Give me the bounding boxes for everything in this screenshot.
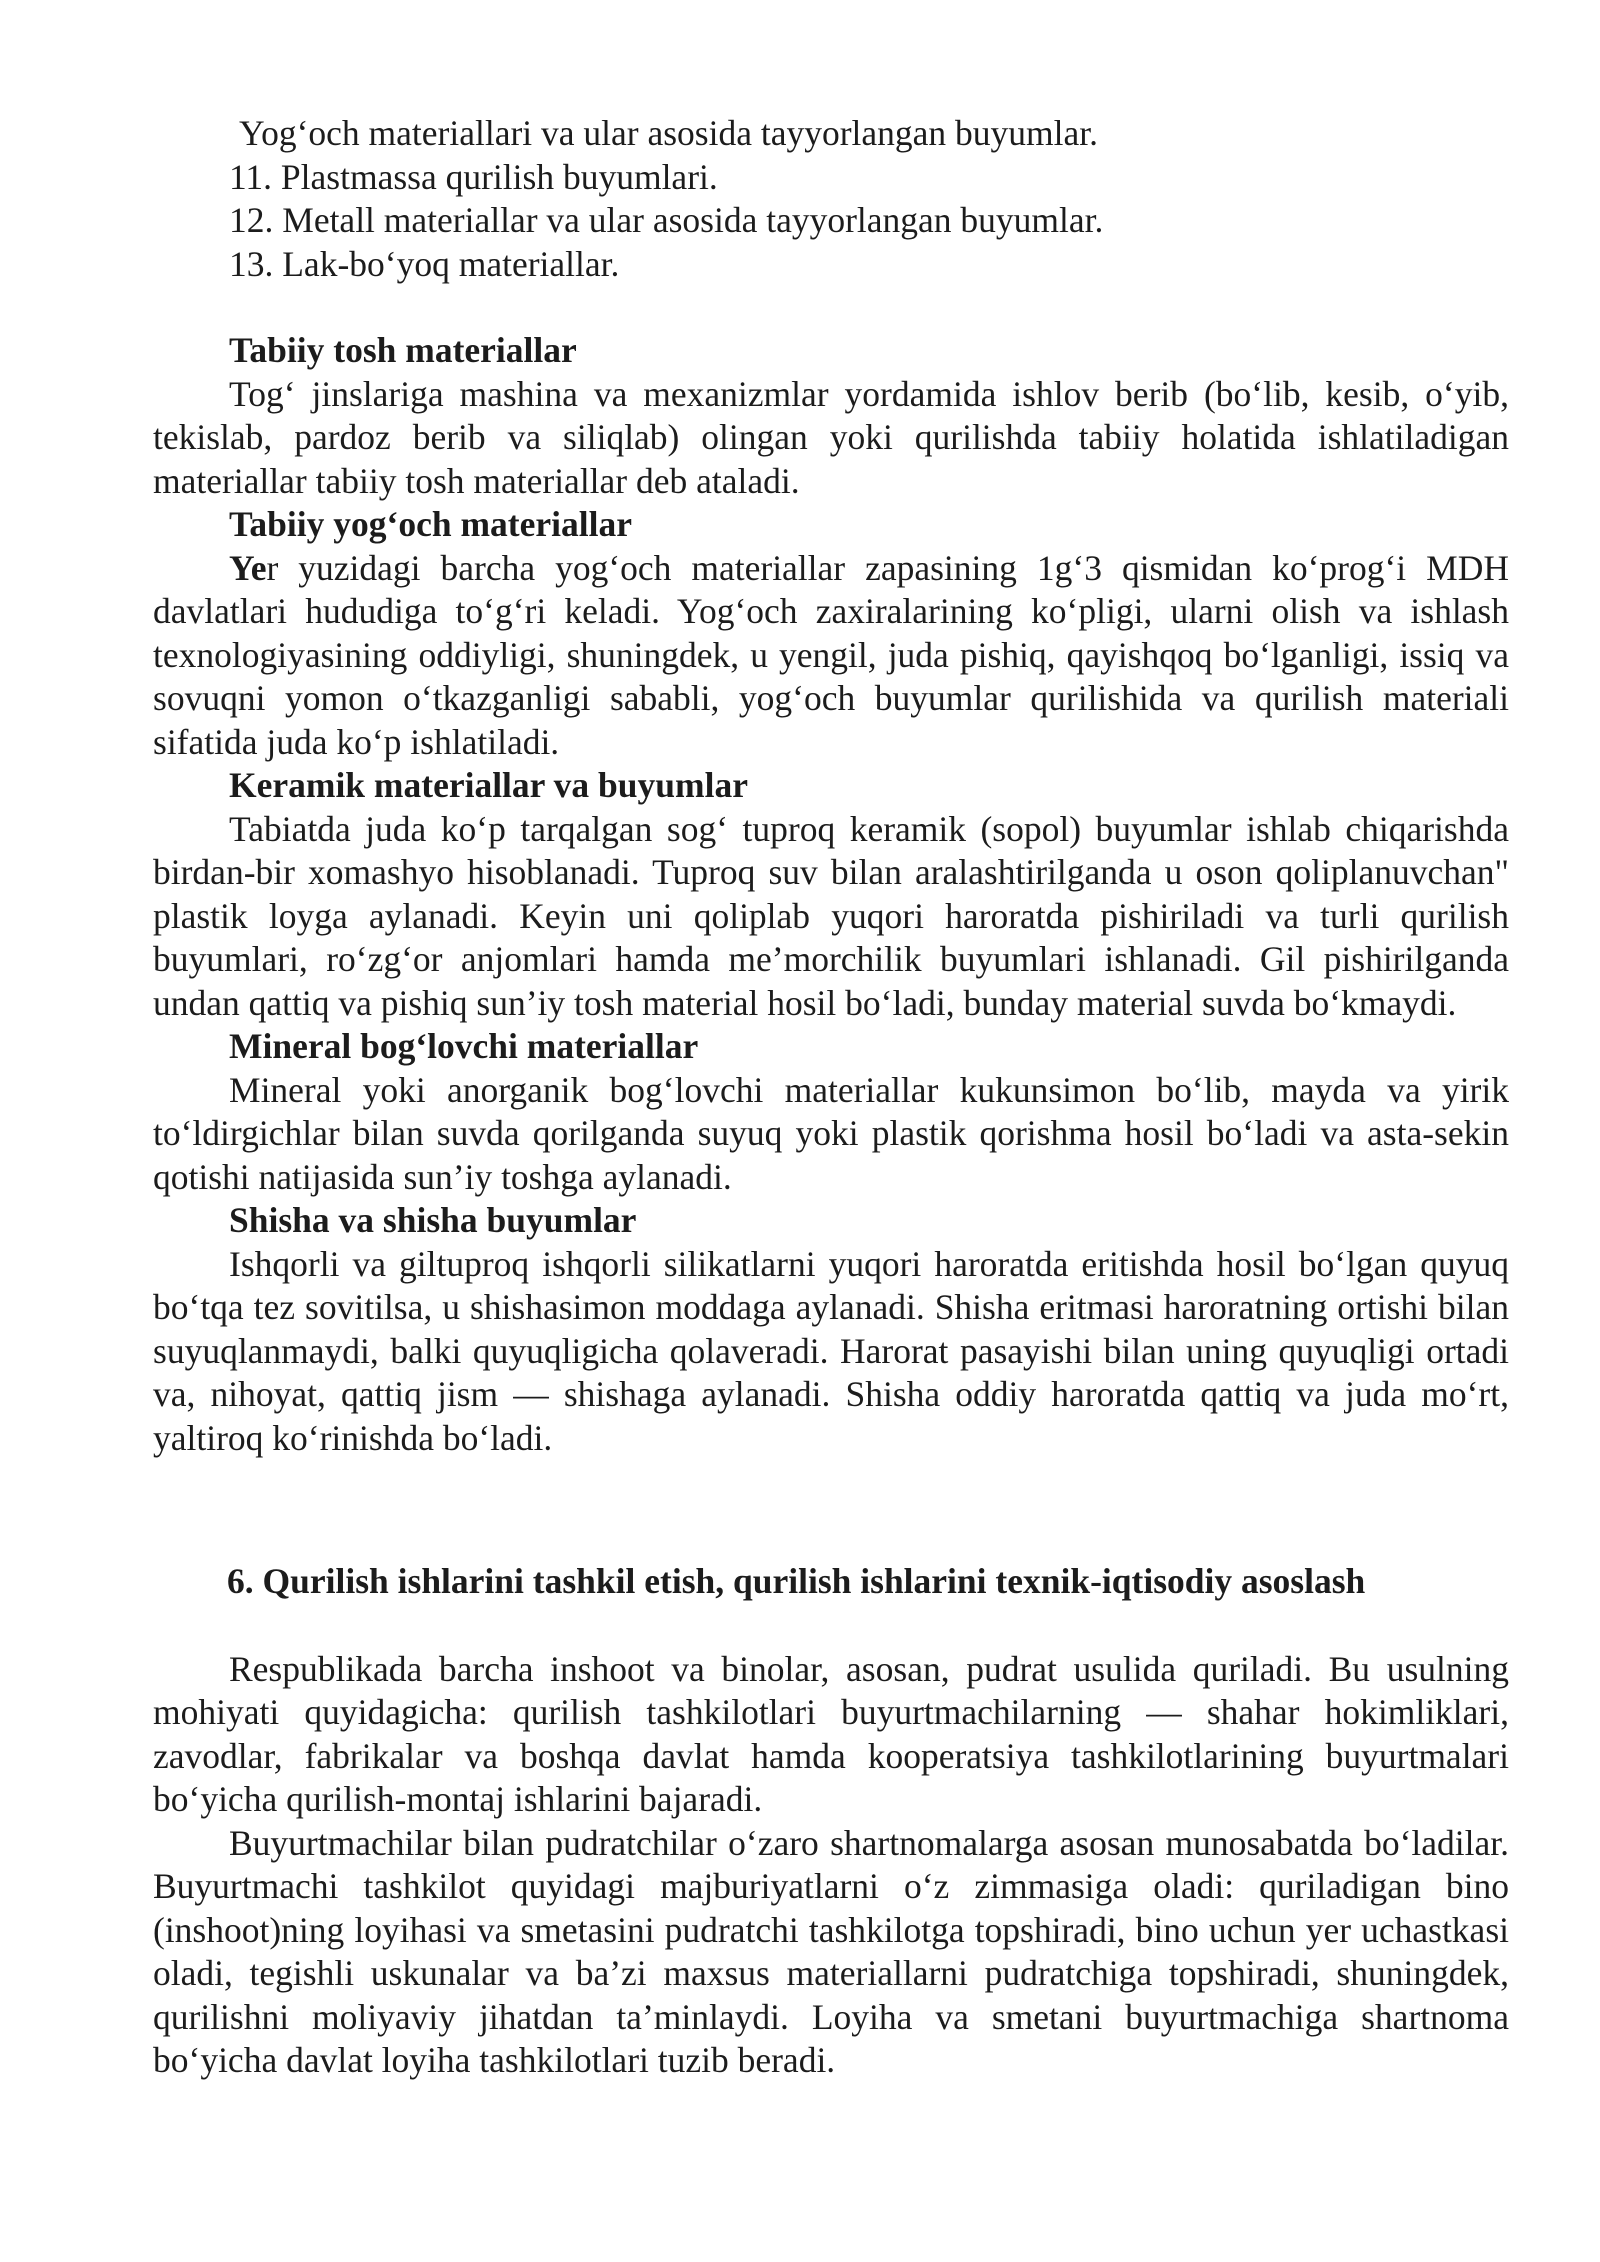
section-heading: Tabiiy tosh materiallar — [229, 330, 577, 370]
chapter-paragraph: Buyurtmachilar bilan pudratchilar o‘zaro shartnomalarga asosan munosabatda bo‘ladilar. Buyurtmachi tashkilot quyidagi majburiyatlarni o‘z zimmasiga oladi: quriladigan bino (inshoot)ning loyihasi va smetasini pudratchi tashkilotga topshiradi, bino uchun yer uchastkasi oladi, tegishli uskunalar va ba’zi maxsus materiallarni pudratchiga topshiradi, shuningdek, qurilishni moliyaviy jihatdan ta’minlaydi. Loyiha va smetani buyurtmachiga shartnoma bo‘yicha davlat loyiha tashkilotlari tuzib beradi. — [153, 1822, 1509, 2080]
section-paragraph: Tog‘ jinslariga mashina va mexanizmlar yordamida ishlov berib (bo‘lib, kesib, o‘yib, tekislab, pardoz berib va siliqlab) olingan yoki qurilishda tabiiy holatida ishlatiladigan materiallar tabiiy tosh materiallar deb ataladi. — [153, 373, 1509, 501]
bold-initial: Ye — [229, 547, 267, 588]
section-heading: Shisha va shisha buyumlar — [229, 1200, 637, 1240]
chapter-section — [153, 1560, 1509, 2083]
list-item: Yog‘och materiallari va ular asosida tayyorlangan buyumlar. — [239, 113, 1099, 153]
paragraph-body: r yuzidagi barcha yog‘och materiallar zapasining 1g‘3 qismidan ko‘prog‘i MDH davlatlari hududiga to‘g‘ri keladi. Yog‘och zaxiralarining ko‘pligi, ularni olish va ishlash texnologiyasining oddiyligi, shuningdek, u yengil, juda pishiq, qayishqoq bo‘lganligi, issiq va sovuqni yomon o‘tkazganligi sababli, yog‘och buyumlar qurilishida va qurilish materiali sifatida juda ko‘p ishlatiladi. — [153, 547, 1509, 762]
section-ceramic — [153, 764, 1509, 1025]
chapter-paragraph: Respublikada barcha inshoot va binolar, asosan, pudrat usulida quriladi. Bu usulning mohiyati quyidagicha: qurilish tashkilotlari buyurtmachilarning — shahar hokimliklari, zavodlar, fabrikalar va boshqa davlat hamda kooperatsiya tashkilotlarining buyurtmalari bo‘yicha qurilish-montaj ishlarini bajaradi. — [153, 1648, 1509, 1819]
section-paragraph: Mineral yoki anorganik bog‘lovchi materiallar kukunsimon bo‘lib, mayda va yirik to‘ldirgichlar bilan suvda qorilganda suyuq yoki plastik qorishma hosil bo‘ladi va asta-sekin qotishi natijasida sun’iy toshga aylanadi. — [153, 1069, 1509, 1197]
section-heading: Tabiiy yog‘och materiallar — [229, 504, 632, 544]
section-paragraph: Ishqorli va giltuproq ishqorli silikatlarni yuqori haroratda eritishda hosil bo‘lgan quyuq bo‘tqa tez sovitilsa, u shishasimon moddaga aylanadi. Shisha eritmasi haroratning ortishi bilan suyuqlanmaydi, balki quyuqligicha qolaveradi. Harorat pasayishi bilan uning quyuqligi ortadi va, nihoyat, qattiq jism — shishaga aylanadi. Shisha oddiy haroratda qattiq va juda mo‘rt, yaltiroq ko‘rinishda bo‘ladi. — [153, 1243, 1509, 1458]
section-mineral-binders — [153, 1025, 1509, 1199]
chapter-title: 6. Qurilish ishlarini tashkil etish, qurilish ishlarini texnik-iqtisodiy asoslash — [227, 1561, 1366, 1601]
section-natural-wood — [153, 503, 1509, 764]
materials-list — [153, 112, 1509, 286]
section-heading: Mineral bog‘lovchi materiallar — [229, 1026, 699, 1066]
section-heading: Keramik materiallar va buyumlar — [229, 765, 748, 805]
document-page — [153, 112, 1509, 2083]
list-item: 12. Metall materiallar va ular asosida tayyorlangan buyumlar. — [229, 200, 1104, 240]
section-natural-stone — [153, 329, 1509, 503]
list-item: 11. Plastmassa qurilish buyumlari. — [229, 156, 718, 197]
section-paragraph: Tabiatda juda ko‘p tarqalgan sog‘ tuproq keramik (sopol) buyumlar ishlab chiqarishda birdan-bir xomashyo hisoblanadi. Tuproq suv bilan aralashtirilganda u oson qoliplanuvchan" plastik loyga aylanadi. Keyin uni qoliplab yuqori haroratda pishiriladi va turli qurilish buyumlari, ro‘zg‘or anjomlari hamda me’morchilik buyumlari ishlanadi. Gil pishirilganda undan qattiq va pishiq sun’iy tosh material hosil bo‘ladi, bunday material suvda bo‘kmaydi. — [153, 808, 1509, 1023]
section-paragraph — [153, 547, 1509, 765]
list-item: 13. Lak-bo‘yoq materiallar. — [229, 243, 620, 284]
section-glass — [153, 1199, 1509, 1460]
